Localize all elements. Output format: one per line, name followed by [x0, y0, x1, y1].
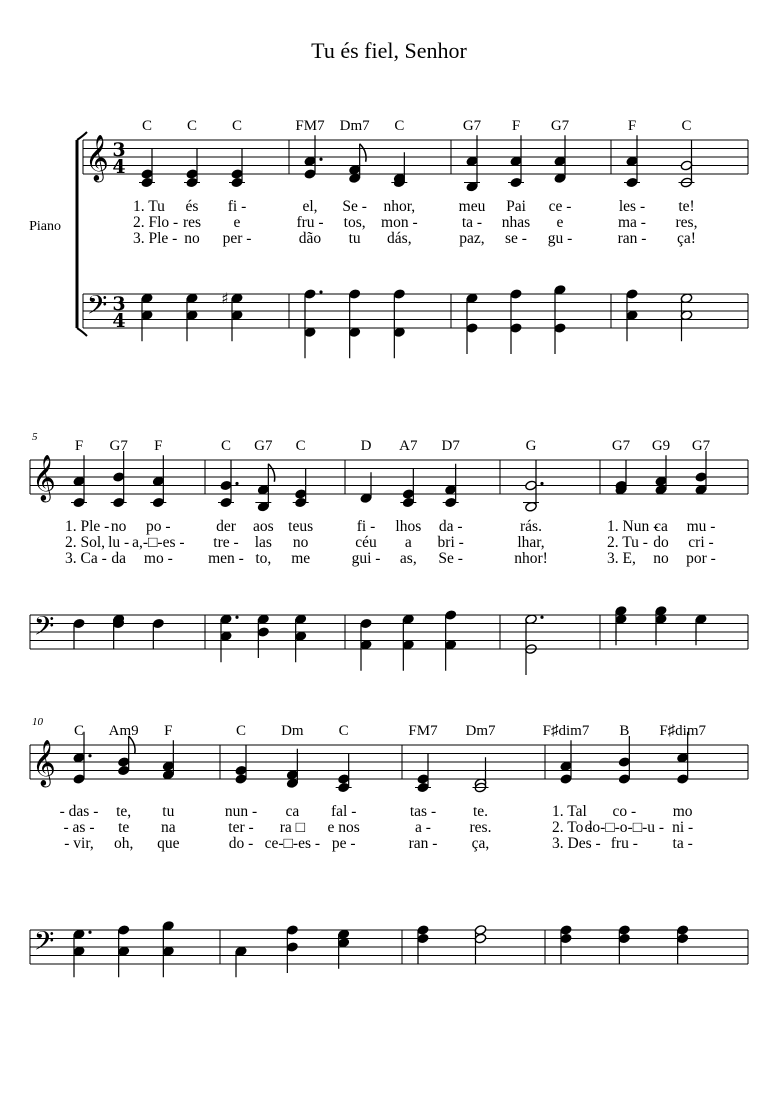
chord-symbol: F: [164, 723, 173, 739]
chord-symbol: C: [186, 118, 198, 134]
augmentation-dot: [235, 616, 238, 619]
lyric-syllable: to,: [255, 550, 272, 567]
chord-symbol: C: [141, 118, 153, 134]
lyric-syllable: a,-□-es -: [132, 534, 185, 551]
lyric-syllable: bri -: [437, 534, 464, 551]
note-chord: [117, 736, 135, 977]
bass-staff: [30, 615, 748, 649]
lyric-syllable: te!: [678, 198, 695, 215]
lyric-syllable: és: [185, 198, 199, 215]
instrument-label: Piano: [29, 219, 61, 234]
chord-symbol: F: [627, 118, 637, 134]
lyric-syllable: céu: [355, 534, 377, 551]
chord-symbol: F: [74, 438, 84, 454]
chord-symbol: C: [231, 118, 243, 134]
lyric-syllable: nhor!: [514, 550, 548, 567]
chord-symbol: FM7: [295, 118, 325, 134]
lyric-syllable: no: [110, 518, 127, 535]
note-chord: [391, 152, 407, 358]
lyric-syllable: - das -: [59, 803, 99, 820]
lyric-syllable: men -: [208, 550, 244, 567]
chord-symbol: D7: [441, 438, 460, 454]
lyric-syllable: res.: [469, 819, 492, 836]
note-chord: [235, 745, 248, 978]
lyric-syllable: no: [653, 550, 669, 567]
lyric-syllable: 3. Des -: [552, 835, 601, 852]
lyric-syllable: co -: [612, 803, 637, 820]
lyric-syllable: por -: [686, 550, 716, 567]
bracket-hook: [77, 328, 87, 336]
lyric-syllable: da -: [438, 518, 463, 535]
time-signature-numerator: 3: [112, 139, 126, 161]
treble-staff: [30, 460, 748, 494]
lyric-syllable: ma -: [618, 214, 646, 231]
lyric-syllable: nun -: [224, 803, 258, 820]
lyric-syllable: gu -: [547, 230, 573, 247]
lyric-syllable: ra □: [279, 819, 305, 836]
lyric-syllable: nhas: [501, 214, 531, 231]
lyric-syllable: ta -: [461, 214, 483, 231]
lyric-syllable: les -: [618, 198, 646, 215]
chord-symbol: F: [154, 438, 163, 454]
chord-symbol: G7: [691, 438, 711, 454]
lyric-syllable: ran -: [408, 835, 438, 852]
chord-symbol: G7: [254, 438, 273, 454]
lyric-syllable: e: [233, 214, 241, 231]
lyric-syllable: 1. Tal: [552, 803, 587, 820]
chord-symbol: G7: [109, 438, 128, 454]
lyric-syllable: ce-□-es -: [264, 835, 321, 852]
lyric-syllable: 3. Ca -: [65, 550, 107, 567]
lyric-syllable: 2. Flo -: [133, 214, 179, 231]
lyric-syllable: ca: [654, 518, 668, 535]
lyric-syllable: lu -: [108, 534, 130, 551]
lyric-syllable: - vir,: [64, 835, 94, 852]
chord-symbol: F♯dim7: [659, 723, 707, 739]
chord-symbol: C: [73, 723, 85, 739]
chord-symbol: C: [394, 118, 405, 134]
lyric-syllable: ter -: [228, 819, 254, 836]
lyric-syllable: 1. Ple -: [65, 518, 110, 535]
lyric-syllable: do: [653, 534, 669, 551]
lyric-syllable: ni -: [672, 819, 694, 836]
augmentation-dot: [319, 290, 322, 293]
lyric-syllable: 1. Tu: [133, 198, 165, 215]
lyric-syllable: cri -: [688, 534, 714, 551]
lyric-syllable: gui -: [351, 550, 381, 567]
lyric-syllable: ran -: [617, 230, 647, 247]
lyric-syllable: fi -: [227, 198, 247, 215]
chord-symbol: C: [295, 438, 306, 454]
augmentation-dot: [88, 931, 91, 934]
chord-symbol: A7: [399, 438, 418, 454]
note-chord: [73, 732, 92, 978]
lyric-syllable: dás,: [387, 230, 412, 247]
lyric-syllable: da: [111, 550, 126, 567]
lyric-syllable: fi -: [356, 518, 376, 535]
lyric-syllable: fru -: [296, 214, 324, 231]
lyric-syllable: per -: [222, 230, 252, 247]
lyric-syllable: mu -: [686, 518, 716, 535]
note-chord: [523, 460, 544, 676]
note-chord: [336, 753, 352, 969]
chord-symbol: Dm7: [339, 118, 370, 134]
chord-symbol: FM7: [408, 723, 438, 739]
chord-symbol: G7: [462, 118, 482, 134]
treble-staff: [30, 745, 748, 779]
time-signature-numerator: 3: [112, 293, 126, 315]
lyric-syllable: a: [404, 534, 412, 551]
lyric-syllable: ça,: [471, 835, 490, 852]
chord-symbol: Dm7: [465, 723, 496, 739]
lyric-syllable: ca: [285, 803, 300, 820]
note-chord: [473, 757, 489, 964]
note-flag: [268, 464, 274, 482]
score-title: Tu és fiel, Senhor: [311, 38, 467, 63]
treble-clef-icon: 𝄞: [85, 135, 109, 181]
lyric-syllable: te: [118, 819, 130, 836]
lyric-syllable: do -: [228, 835, 254, 852]
lyric-syllable: oh,: [113, 835, 134, 852]
lyric-syllable: - as -: [63, 819, 95, 836]
lyric-syllable: paz,: [459, 230, 485, 247]
lyric-syllable: meu: [458, 198, 486, 215]
measure-number: 10: [32, 716, 43, 728]
lyric-syllable: lhos: [395, 518, 422, 535]
note-chord: [415, 753, 431, 965]
augmentation-dot: [540, 616, 543, 619]
note-chord: [162, 740, 175, 977]
chord-symbol: Am9: [108, 723, 139, 739]
chord-symbol: G7: [611, 438, 631, 454]
bass-clef-icon: 𝄢: [33, 925, 55, 963]
lyric-syllable: dão: [298, 230, 322, 247]
augmentation-dot: [235, 482, 238, 485]
time-signature-denominator: 4: [112, 310, 126, 332]
chord-symbol: D: [360, 438, 372, 454]
lyric-syllable: no: [184, 230, 200, 247]
chord-symbol: F♯dim7: [542, 723, 590, 739]
lyric-syllable: 2. Tu -: [607, 534, 648, 551]
lyric-syllable: aos: [252, 518, 274, 535]
lyric-syllable: Se -: [438, 550, 463, 567]
lyric-syllable: 3. Ple -: [133, 230, 178, 247]
sharp-accidental-icon: ♯: [221, 289, 229, 308]
lyric-syllable: 3. E,: [607, 550, 636, 567]
lyric-syllable: ta -: [672, 835, 693, 852]
chord-symbol: C: [235, 723, 247, 739]
lyric-syllable: se -: [505, 230, 527, 247]
bass-clef-icon: 𝄢: [86, 289, 108, 327]
lyric-syllable: res,: [675, 214, 698, 231]
chord-symbol: Dm: [281, 723, 304, 739]
lyric-syllable: tre -: [213, 534, 239, 551]
lyric-syllable: 1. Nun -: [607, 518, 659, 535]
lyric-syllable: mo: [672, 803, 693, 820]
lyric-syllable: res: [182, 214, 202, 231]
chord-symbol: G9: [651, 438, 671, 454]
lyric-syllable: 2. Sol,: [65, 534, 106, 551]
lyric-syllable: lhar,: [517, 534, 545, 551]
lyric-syllable: tos,: [343, 214, 366, 231]
lyric-syllable: as,: [399, 550, 417, 567]
lyric-syllable: e nos: [327, 819, 360, 836]
chord-symbol: C: [338, 723, 349, 739]
bass-clef-icon: 𝄢: [33, 610, 55, 648]
treble-clef-icon: 𝄞: [32, 455, 56, 501]
lyric-syllable: do-□-o-□-u -: [584, 819, 665, 836]
augmentation-dot: [88, 754, 91, 757]
lyric-syllable: Se -: [342, 198, 367, 215]
lyric-syllable: ça!: [677, 230, 696, 247]
lyric-syllable: po -: [146, 518, 171, 535]
chord-symbol: C: [681, 118, 692, 134]
lyric-syllable: der: [216, 518, 236, 535]
lyric-syllable: teus: [288, 518, 314, 535]
lyric-syllable: fal -: [330, 803, 357, 820]
chord-symbol: C: [220, 438, 232, 454]
lyric-syllable: nhor,: [383, 198, 416, 215]
bass-staff: [83, 294, 748, 328]
treble-staff: [83, 140, 748, 174]
lyric-syllable: tu: [348, 230, 361, 247]
lyric-syllable: ce -: [548, 198, 572, 215]
lyric-syllable: te.: [472, 803, 489, 820]
lyric-syllable: tas -: [409, 803, 437, 820]
lyric-syllable: 2. To -: [552, 819, 593, 836]
augmentation-dot: [319, 158, 322, 161]
lyric-syllable: me: [291, 550, 311, 567]
augmentation-dot: [540, 482, 543, 485]
chord-symbol: G: [525, 438, 537, 454]
lyric-syllable: las: [254, 534, 272, 551]
lyric-syllable: na: [161, 819, 176, 836]
note-flag: [360, 144, 366, 162]
lyric-syllable: el,: [302, 198, 318, 215]
lyric-syllable: mo -: [143, 550, 173, 567]
lyric-syllable: que: [157, 835, 180, 852]
lyric-syllable: Pai: [506, 198, 526, 215]
note-chord: [443, 464, 459, 671]
time-signature-denominator: 4: [112, 156, 126, 178]
lyric-syllable: tu: [162, 803, 175, 820]
lyric-syllable: mon -: [381, 214, 418, 231]
lyric-syllable: a -: [415, 819, 431, 836]
lyric-syllable: pe -: [331, 835, 356, 852]
chord-symbol: F: [511, 118, 521, 134]
lyric-syllable: e: [556, 214, 564, 231]
lyric-syllable: te,: [116, 803, 132, 820]
lyric-syllable: rás.: [520, 518, 542, 535]
measure-number: 5: [32, 431, 38, 443]
bass-staff: [30, 930, 748, 964]
chord-symbol: B: [619, 723, 630, 739]
chord-symbol: G7: [550, 118, 570, 134]
treble-clef-icon: 𝄞: [32, 740, 56, 786]
note-chord: [347, 144, 366, 359]
note-chord: [560, 740, 573, 964]
lyric-syllable: fru -: [610, 835, 638, 852]
lyric-syllable: no: [292, 534, 309, 551]
note-chord: [286, 749, 299, 973]
